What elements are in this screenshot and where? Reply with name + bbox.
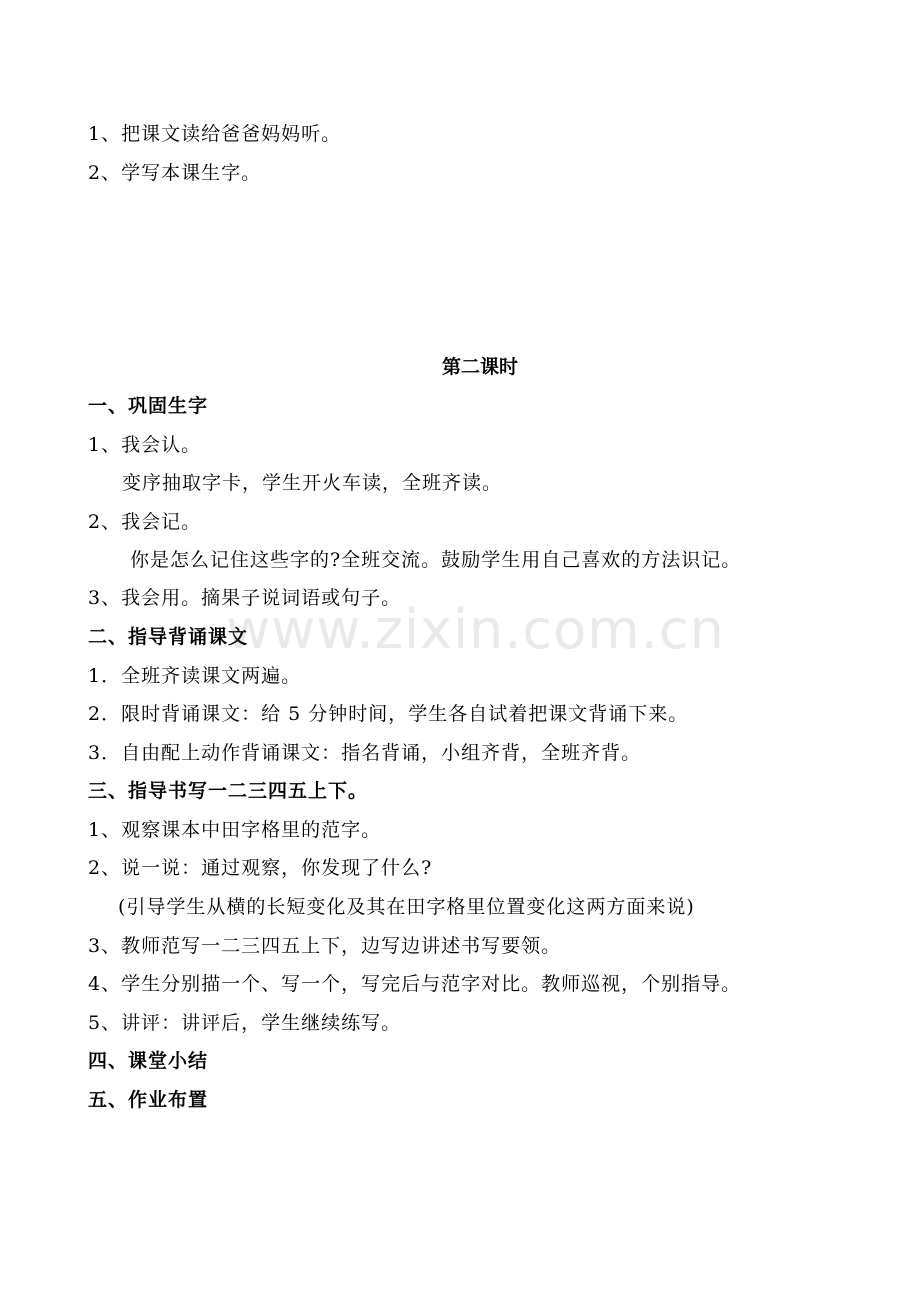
- homework-item-2: 2、学写本课生字。: [88, 162, 262, 184]
- section-1-item-2-detail: 你是怎么记住这些字的?全班交流。鼓励学生用自己喜欢的方法识记。: [130, 549, 742, 571]
- section-3-item-1: 1、观察课本中田字格里的范字。: [88, 819, 382, 841]
- section-3-heading: 三、指导书写一二三四五上下。: [88, 780, 369, 802]
- section-3-item-4: 4、学生分别描一个、写一个，写完后与范字对比。教师巡视，个别指导。: [88, 973, 742, 995]
- section-3-item-5: 5、讲评：讲评后，学生继续练写。: [88, 1012, 402, 1034]
- section-2-item-1: 1．全班齐读课文两遍。: [88, 665, 302, 687]
- lesson-title: 第二课时: [441, 356, 518, 378]
- section-4-heading: 四、课堂小结: [88, 1050, 209, 1072]
- section-5-heading: 五、作业布置: [88, 1089, 209, 1111]
- section-2-item-2: 2．限时背诵课文：给 5 分钟时间，学生各自试着把课文背诵下来。: [88, 703, 689, 725]
- section-2-heading: 二、指导背诵课文: [88, 626, 249, 648]
- section-1-heading: 一、巩固生字: [88, 395, 209, 417]
- section-1-item-1: 1、我会认。: [88, 434, 202, 456]
- section-3-item-2: 2、说一说：通过观察，你发现了什么?: [88, 857, 433, 879]
- section-3-item-2-detail: (引导学生从横的长短变化及其在田字格里位置变化这两方面来说): [118, 896, 695, 918]
- section-1-item-1-detail: 变序抽取字卡，学生开火车读，全班齐读。: [122, 472, 503, 494]
- section-2-item-3: 3．自由配上动作背诵课文：指名背诵，小组齐背，全班齐背。: [88, 742, 642, 764]
- section-1-item-2: 2、我会记。: [88, 511, 202, 533]
- section-1-item-3: 3、我会用。摘果子说词语或句子。: [88, 587, 402, 609]
- homework-item-1: 1、把课文读给爸爸妈妈听。: [88, 123, 342, 145]
- watermark: www.zixin.com.cn: [226, 598, 725, 661]
- section-3-item-3: 3、教师范写一二三四五上下，边写边讲述书写要领。: [88, 935, 562, 957]
